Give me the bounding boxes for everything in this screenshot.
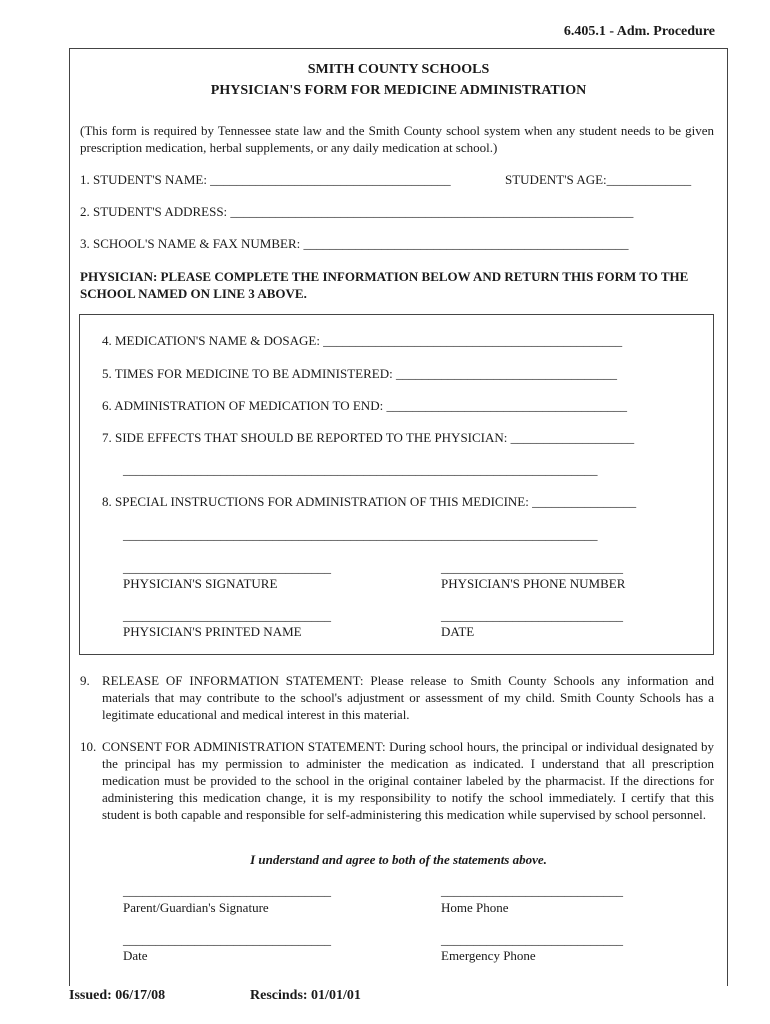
side-effects-line-2[interactable]: _________________________________________________________________________ (123, 462, 598, 477)
consent-number: 10. (80, 739, 97, 754)
release-statement: RELEASE OF INFORMATION STATEMENT: Please release to Smith County Schools any information and materials that may contribute to the school's adjustment or assessment of my child. Smith County Schools has a legitimate educational and medical interest in this material. (102, 673, 714, 722)
intro-text: (This form is required by Tennessee state law and the Smith County school system when any student needs to be given prescription medication, herbal supplements, or any daily medication at school.) (80, 123, 714, 155)
student-name-field[interactable]: 1. STUDENT'S NAME: _____________________________________ (80, 172, 451, 187)
procedure-code: 6.405.1 - Adm. Procedure (563, 24, 715, 39)
consent-statement: CONSENT FOR ADMINISTRATION STATEMENT: During school hours, the principal or individual designated by the principal has my permission to administer the medication as indicated. I understand that all prescription medication must be provided to the school in the original container labeled by the pharmacist. If the directions for administering this medication change, it is my responsibility to notify the school immediately. I certify that this student is both capable and responsible for self-administering this medication while supervised by school personnel. (102, 739, 714, 822)
agreement-statement: I understand and agree to both of the statements above. (250, 852, 547, 867)
side-effects-field[interactable]: 7. SIDE EFFECTS THAT SHOULD BE REPORTED TO THE PHYSICIAN: ___________________ (102, 430, 635, 445)
home-phone-line[interactable]: ____________________________ (441, 883, 623, 898)
school-district-title: SMITH COUNTY SCHOOLS (307, 62, 490, 77)
administration-times-field[interactable]: 5. TIMES FOR MEDICINE TO BE ADMINISTERED: __________________________________ (102, 366, 617, 381)
issued-date: Issued: 06/17/08 (69, 988, 166, 1003)
emergency-phone-line[interactable]: ____________________________ (441, 932, 623, 947)
student-address-field[interactable]: 2. STUDENT'S ADDRESS: ______________________________________________________________ (80, 204, 634, 219)
special-instructions-line-2[interactable]: _________________________________________________________________________ (123, 527, 598, 542)
parent-date-label: Date (123, 948, 148, 963)
parent-date-line[interactable]: ________________________________ (123, 932, 331, 947)
administration-end-field[interactable]: 6. ADMINISTRATION OF MEDICATION TO END: _____________________________________ (102, 398, 627, 413)
school-name-fax-field[interactable]: 3. SCHOOL'S NAME & FAX NUMBER: __________________________________________________ (80, 236, 629, 251)
physician-printed-name-line[interactable]: ________________________________ (123, 608, 331, 623)
physician-phone-line[interactable]: ____________________________ (441, 560, 623, 575)
medication-name-dosage-field[interactable]: 4. MEDICATION'S NAME & DOSAGE: ______________________________________________ (102, 333, 623, 348)
physician-signature-label: PHYSICIAN'S SIGNATURE (123, 576, 278, 591)
form-title: PHYSICIAN'S FORM FOR MEDICINE ADMINISTRATION (210, 83, 587, 98)
physician-phone-label: PHYSICIAN'S PHONE NUMBER (441, 576, 626, 591)
parent-signature-line[interactable]: ________________________________ (123, 883, 331, 898)
student-age-field[interactable]: STUDENT'S AGE:_____________ (505, 172, 692, 187)
special-instructions-field[interactable]: 8. SPECIAL INSTRUCTIONS FOR ADMINISTRATION OF THIS MEDICINE: ________________ (102, 494, 637, 509)
physician-signature-line[interactable]: ________________________________ (123, 560, 331, 575)
emergency-phone-label: Emergency Phone (441, 948, 536, 963)
release-number: 9. (80, 673, 90, 688)
rescinds-date: Rescinds: 01/01/01 (250, 988, 361, 1003)
parent-signature-label: Parent/Guardian's Signature (123, 900, 269, 915)
physician-date-label: DATE (441, 624, 475, 639)
physician-instruction: PHYSICIAN: PLEASE COMPLETE THE INFORMATION BELOW AND RETURN THIS FORM TO THE SCHOOL NAMED ON LINE 3 ABOVE. (80, 269, 689, 301)
physician-date-line[interactable]: ____________________________ (441, 608, 623, 623)
physician-printed-name-label: PHYSICIAN'S PRINTED NAME (123, 624, 302, 639)
home-phone-label: Home Phone (441, 900, 509, 915)
